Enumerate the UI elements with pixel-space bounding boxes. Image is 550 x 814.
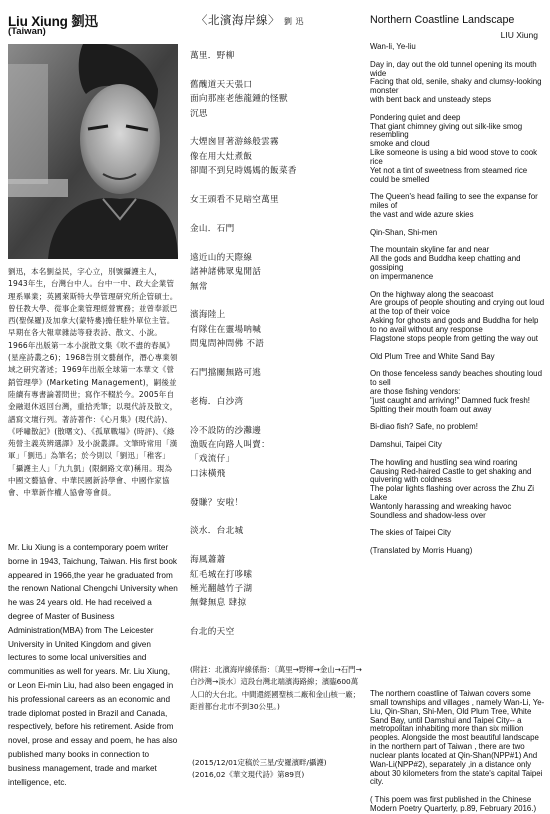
bio-chinese: 劉迅，本名劉益民，字心立，別號攝護主人，1943年生，台灣台中人。台中一中、政大企業管理系畢業；英國萊斯特大學管理研究所企管碩士。曾任教大學、從事企業管理經營實務；並曾奉派巴西(聖保羅)及加拿大(蒙特婁)擔任駐外單位主管。早期在各大報章雜誌等發表詩、散文、小說。1966年出版第一本小說散文集《吹不盡的春風》(星座詩叢之6)；1968告別文藝創作，潛心專業領域之研究著述；1969年出版全球第一本華文《營銷管理學》(Marketing Management)，嗣後並陸續有專書論著問世；寫作不輟於今。2005年自金融退休返回台灣，重拾秃筆；以現代詩及散文，譜寫文壇行列。著詩著作：《心月集》(現代詩)、《呼嘯散記》(散曙文)、《孤單戰場》(時評)、《綠苑營主義英辨選譯》及小說叢譯。文筆時常用「漢軍」「劉迅」為筆名；於今則以「劉迅」「稚客」「攝護主人」「九九凱」(限網路文章)稱用。現為中國文藝協會、中華民國新詩學會、中國作家協會、中華新作權人協會等會員。 — [8, 267, 178, 498]
author-photo — [8, 44, 178, 259]
poem-body-chinese: 萬里．野柳 舊醜道天天張口 面向那座老態龍鍾的怪獸 沉思 大煙囪冒著游絲般雲霧 像在用大灶煮飯 卻聞不到兒時媽媽的飯菜香 女王頭看不見暗空萬里 金山．石門 遠近山的天際線 諸神諸佛眾鬼閒話 無常 濱海陸上 有隊住在靈場呐喊 問鬼問神問佛 不語 石門擋關無路可逃 老梅．白沙湾 冷不設防的沙灘邊 漁販在向路人叫賣： 「戏流仔」 口沫橫飛 發賺？安啦！ 淡水．台北城 海風蕭蕭 紅毛城在打哆嗦 極光翻越竹子湖 無聲無息 肆掠 台北的天空 — [190, 51, 297, 638]
poem-date-chinese: (2015/12/01定稿於三星/安羅濱畔/攝護) (2016,02《華文現代詩》第89頁) — [192, 758, 327, 780]
poem-author-chinese: 劉 迅 — [284, 17, 305, 26]
author-country: (Taiwan) — [8, 26, 46, 37]
poem-author-english: LIU Xiung — [500, 30, 538, 40]
author-portrait-icon — [8, 44, 178, 259]
poem-note-chinese: (附註：北濱海岸線係指：〔萬里→野柳→金山→石門→白沙灣→淡水〕這段台灣北端濱海路線；濱臨600萬人口的大台北。中間還經國聖核二廠和金山核一廠；距首都台北市不到30公里。) — [190, 665, 362, 711]
poem-title-english: Northern Coastline Landscape — [370, 14, 515, 26]
bio-english: Mr. Liu Xiung is a contemporary poem writer borne in 1943, Taichung, Taiwan. His first book appeared in 1966,the year he graduated from the renown National Chengchi University when he was 24 years old. He had received a degree of Master of Business Administration(MBA) from The Leicester University in United Kingdom and given lectures to some local universities and communities as well for years. Mr. Liu Xiung, or Leon Ei-min Liu, had also been engaged in his professional careers as an economic and trade diplomat posted in Brazil and Canada, respectively, before his retirement. Aside from novel, prose and essay and poem, he has also published many books in connection to business management, trade and market intelligence, etc. — [8, 543, 178, 787]
poem-title-chinese — [196, 12, 304, 28]
poem-body-english: Wan-li, Ye-liu Day in, day out the old tunnel opening its mouth wide Facing that old, senile, shaky and clumsy-looking monster with bent back and unsteady steps Pondering quiet and deep That giant chimney giving out silk-like smog resembling smoke and cloud Like someone is using a bid wood stove to cook rice Yet not a tint of sweetness from steamed rice could be smelled The Queen's head failing to see the expanse for miles of the vast and wide azure skies Qin-Shan, Shi-men The mountain skyline far and near All the gods and Buddha keep chatting and gossiping on impermanence On the highway along the seacoast Are groups of people shouting and crying out loud at the top of their voice Asking for ghosts and gods and Buddha for help to no avail without any response Flagstone stops people from getting the way out Old Plum Tree and White Sand Bay On those fenceless sandy beaches shouting loud to sell are those fishing vendors: "just caught and arriving!" Damned fuck fresh! Spitting their mouth foam out away Bi-diao fish? Safe, no problem! Damshui, Taipei City The howling and hustling sea wind roaring Causing Red-haired Castle to get shaking and quivering with coldness The polar lights flashing over across the Zhu Zi Lake Wantonly harassing and wreaking havoc Soundless and shadow-less over The skies of Taipei City (Translated by Morris Huang) — [370, 42, 545, 556]
poem-notes-english: The northern coastline of Taiwan covers some small townships and villages , namely Wan-Li, Ye-Liu, Qin-Shan, Shi-Men, Old Plum Tree, White Sand Bay, until Damshui and Taipei City-- a metropolitan inhabiting more than six million peoples. Alongside the most beautiful landscape in the northern part of Taiwan , there are two nuclear plants located at Qin-Shan(NPP#1) And Wan-Li(NPP#2), separately ,in a distance only about 30 kilometers from the state's capital Taipei city. ( This poem was first published in the Chinese Modern Poetry Quarterly, p.89, February 2016.) — [370, 689, 545, 813]
poem-title-text: 〈北濱海岸線〉 — [196, 13, 280, 27]
author-name: Liu Xiung 劉迅 — [8, 14, 98, 29]
